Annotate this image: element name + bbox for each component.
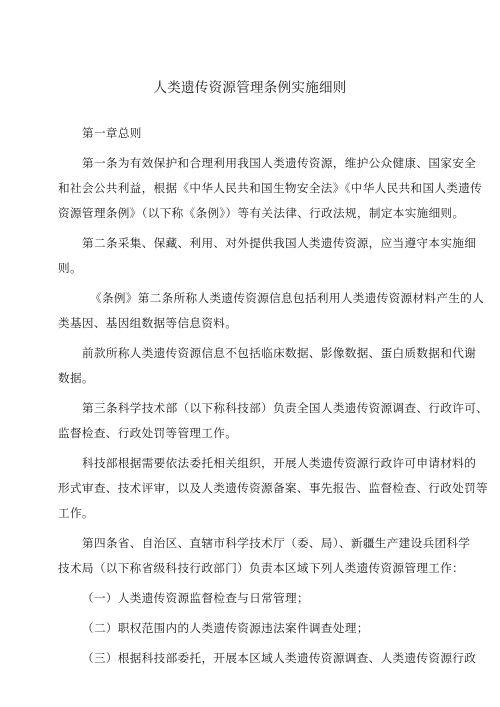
paragraph-line: 类基因、基因组数据等信息资料。 xyxy=(58,316,238,330)
paragraph-line: 形式审查、技术评审，以及人类遗传资源备案、事先报告、监督检查、行政处罚等 xyxy=(58,481,488,495)
paragraph-line: 数据。 xyxy=(58,371,94,385)
paragraph-line: 则。 xyxy=(58,261,82,275)
paragraph-line: 技术局（以下称省级科技行政部门）负责本区域下列人类遗传资源管理工作： xyxy=(58,561,465,575)
paragraph-line: 第三条科学技术部（以下称科技部）负责全国人类遗传资源调查、行政许可、 xyxy=(82,401,489,415)
list-item-line: （一）人类遗传资源监督检查与日常管理； xyxy=(82,591,309,605)
paragraph-line: 第二条采集、保藏、利用、对外提供我国人类遗传资源，应当遵守本实施细 xyxy=(82,236,477,250)
document-title: 人类遗传资源管理条例实施细则 xyxy=(153,80,347,96)
paragraph-line: 科技部根据需要依法委托相关组织，开展人类遗传资源行政许可申请材料的 xyxy=(82,456,477,470)
paragraph-line: 《条例》第二条所称人类遗传资源信息包括利用人类遗传资源材料产生的人 xyxy=(90,291,485,305)
paragraph-line: 第一条为有效保护和合理利用我国人类遗传资源，维护公众健康、国家安全 xyxy=(82,156,477,170)
paragraph-line: 资源管理条例》（以下称《条例》）等有关法律、行政法规，制定本实施细则。 xyxy=(58,206,465,220)
list-item-line: （二）职权范围内的人类遗传资源违法案件调查处理； xyxy=(82,621,369,635)
paragraph-line: 监督检查、行政处罚等管理工作。 xyxy=(58,426,238,440)
paragraph-line: 第四条省、自治区、直辖市科学技术厅（委、局）、新疆生产建设兵团科学 xyxy=(82,536,471,550)
paragraph-line: 和社会公共利益，根据《中华人民共和国生物安全法》《中华人民共和国人类遗传 xyxy=(58,181,483,195)
list-item-line: （三）根据科技部委托，开展本区域人类遗传资源调查、人类遗传资源行政 xyxy=(82,651,477,665)
paragraph-line: 前款所称人类遗传资源信息不包括临床数据、影像数据、蛋白质数据和代谢 xyxy=(82,346,477,360)
paragraph-line: 工作。 xyxy=(58,506,94,520)
chapter-heading: 第一章总则 xyxy=(82,126,142,140)
